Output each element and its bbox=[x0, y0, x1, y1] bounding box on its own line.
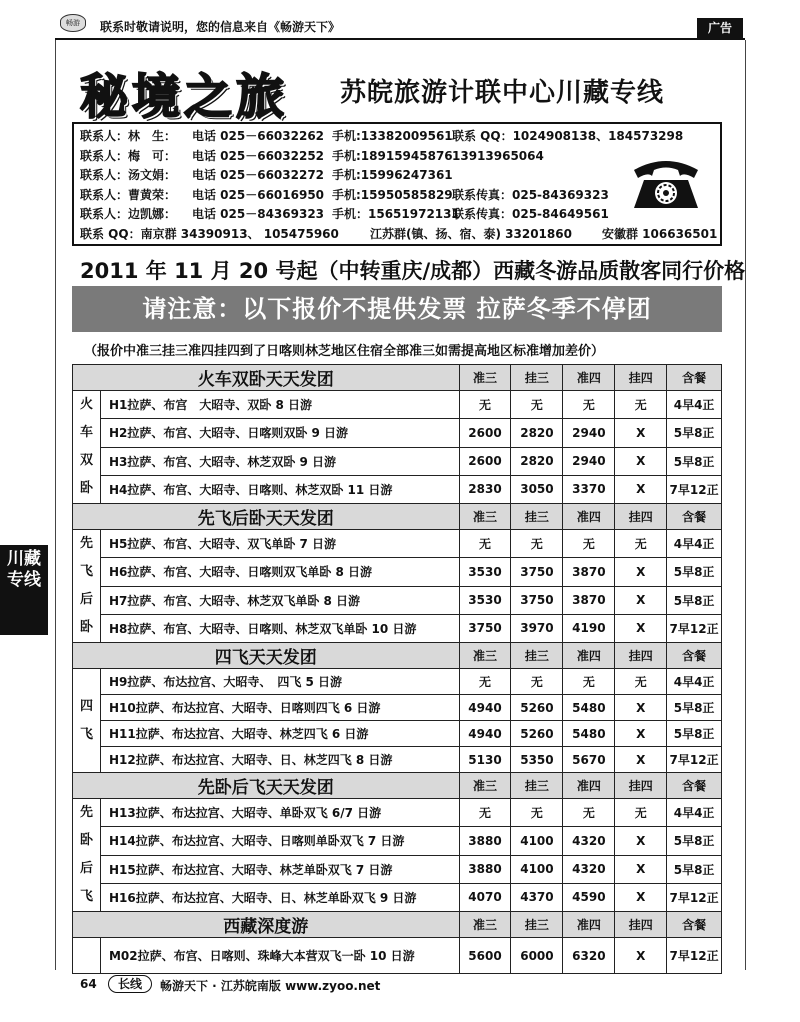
publication-info: 畅游天下 · 江苏皖南版 www.zyoo.net bbox=[160, 979, 381, 993]
column-header: 含餐 bbox=[667, 365, 722, 391]
price-cell: 5260 bbox=[511, 721, 563, 747]
side-char: 飞 bbox=[79, 726, 93, 742]
section-title: 先飞后卧天天发团 bbox=[73, 504, 460, 530]
column-header: 准三 bbox=[459, 643, 511, 669]
meal-cell: 5早8正 bbox=[667, 558, 722, 586]
section-header-row bbox=[73, 773, 722, 799]
contact-extra: 联系传真：025-84369323 bbox=[452, 187, 609, 202]
contact-row bbox=[80, 127, 714, 147]
route-code: H1 bbox=[108, 398, 128, 413]
contact-box bbox=[72, 122, 722, 246]
route-code: M02 bbox=[108, 949, 138, 963]
contact-row bbox=[80, 147, 714, 167]
price-cell: 5260 bbox=[511, 695, 563, 721]
price-cell: X bbox=[615, 558, 667, 586]
table-row bbox=[73, 586, 722, 614]
table-row bbox=[73, 419, 722, 447]
section-header-row bbox=[73, 365, 722, 391]
route-desc: 拉萨、布达拉宫、大昭寺、日、林芝单卧双飞 9 日游 bbox=[135, 890, 417, 905]
side-tab-line1: 川藏 bbox=[7, 549, 41, 569]
column-header: 挂三 bbox=[511, 912, 563, 938]
section-tag: 长线 bbox=[108, 975, 152, 993]
column-header: 准三 bbox=[459, 773, 511, 799]
price-cell: 4320 bbox=[563, 855, 615, 883]
column-header: 挂四 bbox=[615, 912, 667, 938]
side-char: 先 bbox=[79, 805, 93, 820]
price-cell: 无 bbox=[615, 799, 667, 827]
price-note: （报价中准三挂三准四挂四到了日喀则林芝地区住宿全部准三如需提高地区标准增加差价） bbox=[84, 344, 605, 359]
route-code: H5 bbox=[108, 537, 128, 552]
route-code: H11 bbox=[108, 727, 136, 741]
route-cell bbox=[100, 721, 459, 747]
route-desc: 拉萨、布达拉宫、大昭寺、单卧双飞 6/7 日游 bbox=[135, 806, 382, 821]
section-side-label bbox=[73, 669, 101, 773]
route-cell bbox=[100, 669, 459, 695]
qq-group-row bbox=[80, 225, 718, 245]
route-desc: 拉萨、布宫、大昭寺、林芝双飞单卧 8 日游 bbox=[127, 593, 361, 608]
price-cell: 3880 bbox=[459, 827, 511, 855]
price-cell: X bbox=[615, 827, 667, 855]
price-table bbox=[72, 364, 722, 974]
price-cell: 4940 bbox=[459, 695, 511, 721]
route-desc: 拉萨、布宫、大昭寺、日喀则、林芝双卧 11 日游 bbox=[127, 482, 393, 497]
section-header-row bbox=[73, 643, 722, 669]
meal-cell: 4早4正 bbox=[667, 799, 722, 827]
route-desc: 拉萨、布宫、大昭寺、双飞单卧 7 日游 bbox=[127, 537, 337, 552]
route-cell bbox=[100, 695, 459, 721]
route-cell bbox=[100, 614, 459, 642]
price-cell: 5600 bbox=[459, 938, 511, 974]
section-side-label bbox=[73, 391, 101, 504]
price-cell: 3530 bbox=[459, 586, 511, 614]
price-cell: 无 bbox=[459, 799, 511, 827]
section-title: 四飞天天发团 bbox=[73, 643, 460, 669]
price-cell: X bbox=[615, 695, 667, 721]
price-cell: 2940 bbox=[563, 447, 615, 475]
meal-cell: 7早12正 bbox=[667, 883, 722, 911]
contact-name: 联系人：汤文娟： bbox=[80, 168, 177, 183]
price-cell: 3370 bbox=[563, 475, 615, 503]
price-cell: 2600 bbox=[459, 419, 511, 447]
route-desc: 拉萨、布宫、日喀则、珠峰大本营双飞一卧 10 日游 bbox=[137, 949, 415, 963]
contact-phone: 电话 025－66032272 bbox=[192, 168, 325, 183]
price-cell: 无 bbox=[563, 391, 615, 419]
price-cell: 3750 bbox=[511, 586, 563, 614]
price-cell: 无 bbox=[459, 530, 511, 558]
price-cell: 无 bbox=[511, 530, 563, 558]
column-header: 挂三 bbox=[511, 643, 563, 669]
route-desc: 拉萨、布达拉宫、大昭寺、林芝单卧双飞 7 日游 bbox=[135, 862, 393, 877]
route-code: H13 bbox=[108, 806, 136, 821]
price-cell: X bbox=[615, 614, 667, 642]
meal-cell: 5早8正 bbox=[667, 827, 722, 855]
column-header: 准四 bbox=[563, 365, 615, 391]
price-cell: 5480 bbox=[563, 721, 615, 747]
contact-mobile: 手机：15651972131 bbox=[332, 207, 460, 222]
route-code: H3 bbox=[108, 454, 128, 469]
route-code: H10 bbox=[108, 701, 136, 715]
price-cell: 5130 bbox=[459, 747, 511, 773]
route-desc: 拉萨、布达拉宫、大昭寺、林芝四飞 6 日游 bbox=[135, 727, 369, 741]
column-header: 准四 bbox=[563, 773, 615, 799]
contact-phone: 电话 025－66032252 bbox=[192, 148, 325, 163]
price-cell: 5480 bbox=[563, 695, 615, 721]
meal-cell: 5早8正 bbox=[667, 586, 722, 614]
price-cell: 3870 bbox=[563, 586, 615, 614]
top-rule bbox=[55, 38, 745, 40]
price-cell: 5350 bbox=[511, 747, 563, 773]
table-row bbox=[73, 669, 722, 695]
price-cell: 无 bbox=[511, 391, 563, 419]
column-header: 挂三 bbox=[511, 365, 563, 391]
price-cell: 2830 bbox=[459, 475, 511, 503]
table-row bbox=[73, 614, 722, 642]
section-title: 西藏深度游 bbox=[73, 912, 460, 938]
column-header: 挂四 bbox=[615, 504, 667, 530]
price-cell: X bbox=[615, 475, 667, 503]
price-cell: X bbox=[615, 447, 667, 475]
column-header: 准三 bbox=[459, 912, 511, 938]
column-header: 含餐 bbox=[667, 643, 722, 669]
magazine-logo: 畅游 bbox=[60, 14, 86, 32]
left-border bbox=[55, 40, 56, 970]
price-cell: 4190 bbox=[563, 614, 615, 642]
route-desc: 拉萨、布达拉宫、大昭寺、 四飞 5 日游 bbox=[127, 675, 343, 689]
ad-label: 广告 bbox=[697, 18, 743, 38]
meal-cell: 4早4正 bbox=[667, 530, 722, 558]
contact-mobile: 手机:13382009561 bbox=[332, 129, 453, 143]
column-header: 挂三 bbox=[511, 773, 563, 799]
route-desc: 拉萨、布达拉宫、大昭寺、日喀则四飞 6 日游 bbox=[135, 701, 381, 715]
price-cell: 无 bbox=[563, 799, 615, 827]
qq-group: 联系 QQ：南京群 34390913、 105475960 bbox=[80, 226, 339, 241]
price-cell: 无 bbox=[563, 669, 615, 695]
column-header: 挂三 bbox=[511, 504, 563, 530]
price-cell: 无 bbox=[615, 669, 667, 695]
price-cell: 4370 bbox=[511, 883, 563, 911]
meal-cell: 7早12正 bbox=[667, 614, 722, 642]
price-cell: 3750 bbox=[511, 558, 563, 586]
route-cell bbox=[100, 938, 459, 974]
contact-extra: 13913965064 bbox=[452, 148, 544, 163]
side-char: 车 bbox=[79, 425, 93, 440]
meal-cell: 5早8正 bbox=[667, 447, 722, 475]
invoice-notice: 请注意：以下报价不提供发票 拉萨冬季不停团 bbox=[72, 286, 722, 332]
route-desc: 拉萨、布宫、大昭寺、林芝双卧 9 日游 bbox=[127, 454, 337, 469]
meal-cell: 7早12正 bbox=[667, 475, 722, 503]
side-char: 火 bbox=[79, 397, 93, 412]
meal-cell: 7早12正 bbox=[667, 938, 722, 974]
price-cell: X bbox=[615, 883, 667, 911]
price-cell: 3750 bbox=[459, 614, 511, 642]
price-cell: 无 bbox=[459, 669, 511, 695]
side-char: 双 bbox=[79, 453, 93, 468]
route-cell bbox=[100, 799, 459, 827]
price-cell: X bbox=[615, 747, 667, 773]
side-char: 卧 bbox=[79, 833, 93, 848]
side-char: 后 bbox=[79, 592, 93, 607]
table-row bbox=[73, 391, 722, 419]
route-cell bbox=[100, 447, 459, 475]
route-cell bbox=[100, 530, 459, 558]
footer bbox=[0, 975, 800, 995]
contact-row bbox=[80, 205, 714, 225]
price-cell: 4590 bbox=[563, 883, 615, 911]
table-row bbox=[73, 558, 722, 586]
top-bar bbox=[0, 0, 800, 40]
column-header: 准四 bbox=[563, 912, 615, 938]
route-desc: 拉萨、布达拉宫、大昭寺、日喀则单卧双飞 7 日游 bbox=[135, 834, 405, 849]
price-cell: 无 bbox=[615, 530, 667, 558]
qq-group: 安徽群 106636501 bbox=[602, 226, 718, 241]
contact-phone: 电话 025－66032262 bbox=[192, 129, 325, 143]
price-cell: 4320 bbox=[563, 827, 615, 855]
slogan: 联系时敬请说明，您的信息来自《畅游天下》 bbox=[100, 20, 341, 34]
column-header: 含餐 bbox=[667, 773, 722, 799]
side-char: 四 bbox=[79, 698, 93, 714]
route-cell bbox=[100, 747, 459, 773]
contact-name: 联系人：林 生： bbox=[80, 129, 177, 143]
price-cell: 4940 bbox=[459, 721, 511, 747]
route-desc: 拉萨、布达拉宫、大昭寺、日、林芝四飞 8 日游 bbox=[135, 753, 393, 767]
route-cell bbox=[100, 391, 459, 419]
section-side-label bbox=[73, 938, 101, 974]
contact-mobile: 手机:15950585829 bbox=[332, 187, 453, 202]
qq-group: 江苏群(镇、扬、宿、泰) 33201860 bbox=[370, 226, 572, 241]
column-header: 挂四 bbox=[615, 773, 667, 799]
table-row bbox=[73, 855, 722, 883]
contact-phone: 电话 025－66016950 bbox=[192, 187, 325, 202]
contact-mobile: 手机:18915945876 bbox=[332, 148, 453, 163]
table-row bbox=[73, 447, 722, 475]
contact-name: 联系人：梅 可： bbox=[80, 148, 177, 163]
route-cell bbox=[100, 827, 459, 855]
price-cell: 6000 bbox=[511, 938, 563, 974]
price-cell: 4100 bbox=[511, 855, 563, 883]
contact-row bbox=[80, 186, 714, 206]
price-cell: X bbox=[615, 721, 667, 747]
column-header: 准三 bbox=[459, 504, 511, 530]
route-cell bbox=[100, 475, 459, 503]
column-header: 准三 bbox=[459, 365, 511, 391]
meal-cell: 5早8正 bbox=[667, 855, 722, 883]
table-row bbox=[73, 530, 722, 558]
route-code: H9 bbox=[108, 675, 128, 689]
price-cell: 无 bbox=[563, 530, 615, 558]
route-cell bbox=[100, 586, 459, 614]
price-cell: 4070 bbox=[459, 883, 511, 911]
price-cell: 无 bbox=[459, 391, 511, 419]
route-cell bbox=[100, 855, 459, 883]
price-cell: X bbox=[615, 419, 667, 447]
column-header: 含餐 bbox=[667, 504, 722, 530]
side-char: 先 bbox=[79, 536, 93, 551]
route-cell bbox=[100, 419, 459, 447]
contact-mobile: 手机:15996247361 bbox=[332, 168, 453, 183]
table-row bbox=[73, 883, 722, 911]
price-cell: 5670 bbox=[563, 747, 615, 773]
side-char: 飞 bbox=[79, 889, 93, 904]
meal-cell: 5早8正 bbox=[667, 419, 722, 447]
section-side-label bbox=[73, 799, 101, 912]
contact-extra: 联系 QQ：1024908138、184573298 bbox=[452, 129, 684, 143]
meal-cell: 5早8正 bbox=[667, 695, 722, 721]
column-header: 准四 bbox=[563, 643, 615, 669]
price-cell: X bbox=[615, 938, 667, 974]
route-code: H6 bbox=[108, 565, 128, 580]
table-row bbox=[73, 827, 722, 855]
meal-cell: 4早4正 bbox=[667, 669, 722, 695]
section-title: 火车双卧天天发团 bbox=[73, 365, 460, 391]
price-cell: 3530 bbox=[459, 558, 511, 586]
route-code: H14 bbox=[108, 834, 136, 849]
price-cell: 2820 bbox=[511, 419, 563, 447]
price-cell: 无 bbox=[511, 669, 563, 695]
route-code: H2 bbox=[108, 426, 128, 441]
side-char: 卧 bbox=[79, 620, 93, 635]
route-code: H16 bbox=[108, 890, 136, 905]
price-cell: 6320 bbox=[563, 938, 615, 974]
contact-name: 联系人：曹黄荣： bbox=[80, 187, 177, 202]
section-title: 先卧后飞天天发团 bbox=[73, 773, 460, 799]
contact-row bbox=[80, 166, 714, 186]
price-cell: 2820 bbox=[511, 447, 563, 475]
contact-phone: 电话 025－84369323 bbox=[192, 207, 325, 222]
right-border bbox=[745, 40, 746, 970]
meal-cell: 7早12正 bbox=[667, 747, 722, 773]
side-tab bbox=[0, 545, 48, 635]
price-headline: 2011 年 11 月 20 号起（中转重庆/成都）西藏冬游品质散客同行价格 bbox=[80, 259, 746, 283]
price-cell: 3970 bbox=[511, 614, 563, 642]
page-number: 64 bbox=[80, 977, 97, 991]
table-row bbox=[73, 721, 722, 747]
column-header: 含餐 bbox=[667, 912, 722, 938]
price-cell: 无 bbox=[511, 799, 563, 827]
telephone-icon bbox=[628, 150, 704, 212]
column-header: 准四 bbox=[563, 504, 615, 530]
contact-name: 联系人：边凯娜： bbox=[80, 207, 177, 222]
table-row bbox=[73, 475, 722, 503]
side-char: 卧 bbox=[79, 481, 93, 496]
route-desc: 拉萨、布宫 大昭寺、双卧 8 日游 bbox=[127, 398, 313, 413]
price-cell: 3880 bbox=[459, 855, 511, 883]
section-header-row bbox=[73, 504, 722, 530]
column-header: 挂四 bbox=[615, 365, 667, 391]
route-code: H7 bbox=[108, 593, 128, 608]
price-cell: 4100 bbox=[511, 827, 563, 855]
side-char: 飞 bbox=[79, 564, 93, 579]
route-desc: 拉萨、布宫、大昭寺、日喀则、林芝双飞单卧 10 日游 bbox=[127, 621, 417, 636]
route-cell bbox=[100, 558, 459, 586]
route-code: H4 bbox=[108, 482, 128, 497]
price-cell: 2940 bbox=[563, 419, 615, 447]
side-char: 后 bbox=[79, 861, 93, 876]
price-cell: 2600 bbox=[459, 447, 511, 475]
side-tab-line2: 专线 bbox=[7, 570, 41, 590]
table-row bbox=[73, 799, 722, 827]
table-row bbox=[73, 938, 722, 974]
route-code: H12 bbox=[108, 753, 136, 767]
section-header-row bbox=[73, 912, 722, 938]
meal-cell: 5早8正 bbox=[667, 721, 722, 747]
table-row bbox=[73, 695, 722, 721]
table-row bbox=[73, 747, 722, 773]
section-side-label bbox=[73, 530, 101, 643]
contact-extra: 联系传真：025-84649561 bbox=[452, 207, 609, 222]
price-cell: 3870 bbox=[563, 558, 615, 586]
price-cell: X bbox=[615, 855, 667, 883]
meal-cell: 4早4正 bbox=[667, 391, 722, 419]
price-cell: 3050 bbox=[511, 475, 563, 503]
route-desc: 拉萨、布宫、大昭寺、日喀则双飞单卧 8 日游 bbox=[127, 565, 373, 580]
column-header: 挂四 bbox=[615, 643, 667, 669]
route-desc: 拉萨、布宫、大昭寺、日喀则双卧 9 日游 bbox=[127, 426, 349, 441]
route-code: H15 bbox=[108, 862, 136, 877]
route-cell bbox=[100, 883, 459, 911]
page-subtitle: 苏皖旅游计联中心川藏专线 bbox=[340, 78, 665, 108]
route-code: H8 bbox=[108, 621, 128, 636]
page-title: 秘境之旅 bbox=[80, 69, 289, 125]
price-cell: X bbox=[615, 586, 667, 614]
price-cell: 无 bbox=[615, 391, 667, 419]
